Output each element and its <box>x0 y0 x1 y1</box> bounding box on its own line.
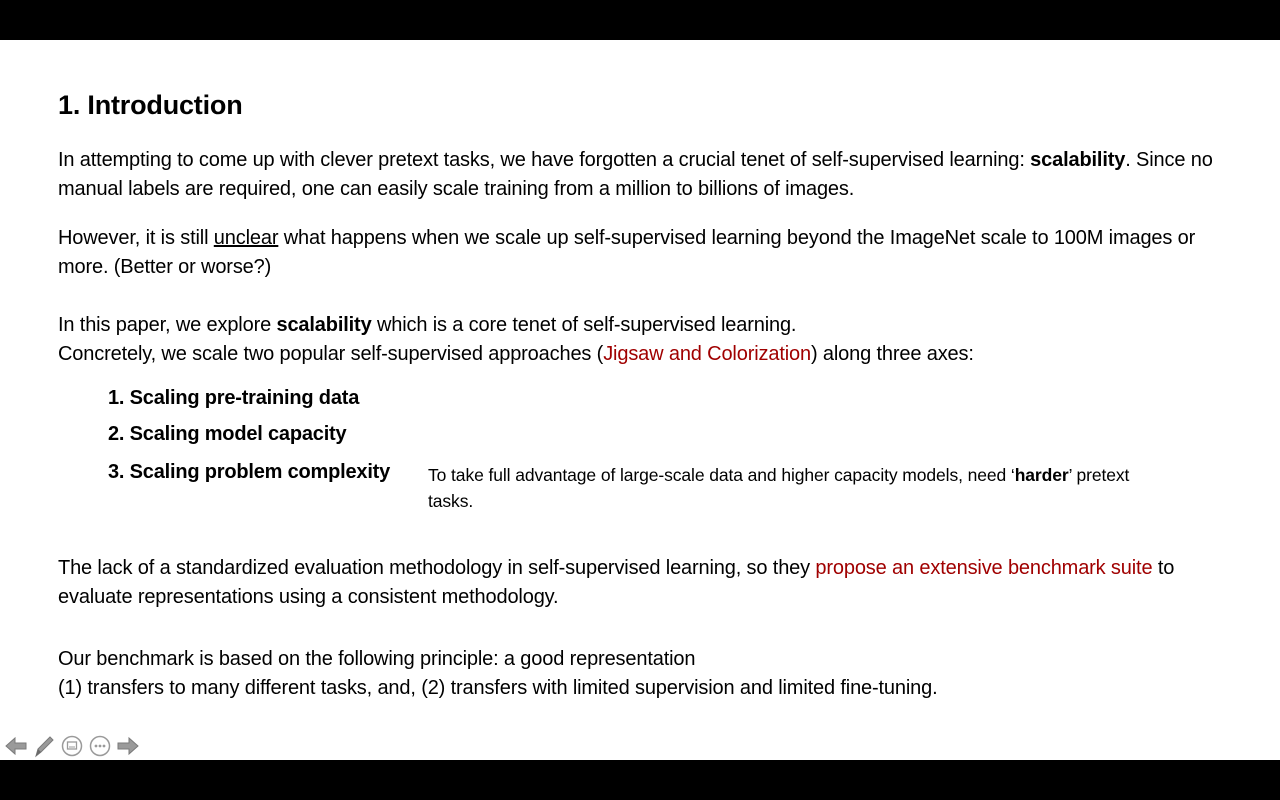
note-text-b: ’ pretext tasks. <box>428 465 1130 511</box>
paragraph-scalability <box>58 146 1218 204</box>
p2-text-a: However, it is still <box>58 227 214 249</box>
p1-bold-scalability: scalability <box>1030 149 1126 171</box>
letterbox-bottom <box>0 760 1280 800</box>
note-bold-harder: harder <box>1014 465 1069 485</box>
see-all-slides-button[interactable] <box>60 734 84 758</box>
list-item-pretraining-data: 1. Scaling pre-training data <box>108 387 360 409</box>
p3-line1-a: In this paper, we explore <box>58 314 277 336</box>
paragraph-explore <box>58 311 1218 369</box>
more-icon <box>89 735 111 757</box>
p5-line2: (1) transfers to many different tasks, and, (2) transfers with limited supervision and limited fine-tuning. <box>58 677 938 699</box>
pen-tool-button[interactable] <box>32 734 56 758</box>
previous-slide-button[interactable] <box>4 734 28 758</box>
next-slide-button[interactable] <box>116 734 140 758</box>
p3-line2-a: Concretely, we scale two popular self-supervised approaches ( <box>58 343 604 365</box>
slide <box>0 40 1280 760</box>
p3-line1-bold: scalability <box>276 314 372 336</box>
p4-text-a: The lack of a standardized evaluation methodology in self-supervised learning, so they <box>58 557 816 579</box>
problem-complexity-note <box>428 462 1168 514</box>
paragraph-principle <box>58 645 1218 703</box>
list-item-model-capacity: 2. Scaling model capacity <box>108 423 347 445</box>
arrow-right-icon <box>117 736 139 756</box>
p3-line2-b: ) along three axes: <box>810 343 974 365</box>
arrow-left-icon <box>5 736 27 756</box>
pen-icon <box>32 734 56 758</box>
p4-red: propose an extensive benchmark suite <box>815 557 1153 579</box>
note-text-a: To take full advantage of large-scale data and higher capacity models, need ‘ <box>428 465 1015 485</box>
p4-text-b: to evaluate representations using a consistent methodology. <box>58 557 1175 608</box>
list-item-problem-complexity: 3. Scaling problem complexity <box>108 461 391 483</box>
letterbox-top <box>0 0 1280 40</box>
p1-text-a: In attempting to come up with clever pretext tasks, we have forgotten a crucial tenet of self-supervised learning: <box>58 149 1031 171</box>
p3-line1-b: which is a core tenet of self-supervised learning. <box>371 314 797 336</box>
paragraph-benchmark-suite <box>58 554 1218 612</box>
paragraph-unclear <box>58 224 1218 282</box>
p3-line2-red: Jigsaw and Colorization <box>603 343 811 365</box>
more-options-button[interactable] <box>88 734 112 758</box>
p2-underlined-unclear: unclear <box>213 227 279 249</box>
slide-title: 1. Introduction <box>58 90 243 120</box>
p2-text-b: what happens when we scale up self-supervised learning beyond the ImageNet scale to 100M images or more. (Better or worse?) <box>58 227 1196 278</box>
p1-text-b: . Since no manual labels are required, one can easily scale training from a million to billions of images. <box>58 149 1213 200</box>
p5-line1: Our benchmark is based on the following principle: a good representation <box>58 648 696 670</box>
slideshow-controls <box>4 733 140 759</box>
slides-icon <box>61 735 83 757</box>
